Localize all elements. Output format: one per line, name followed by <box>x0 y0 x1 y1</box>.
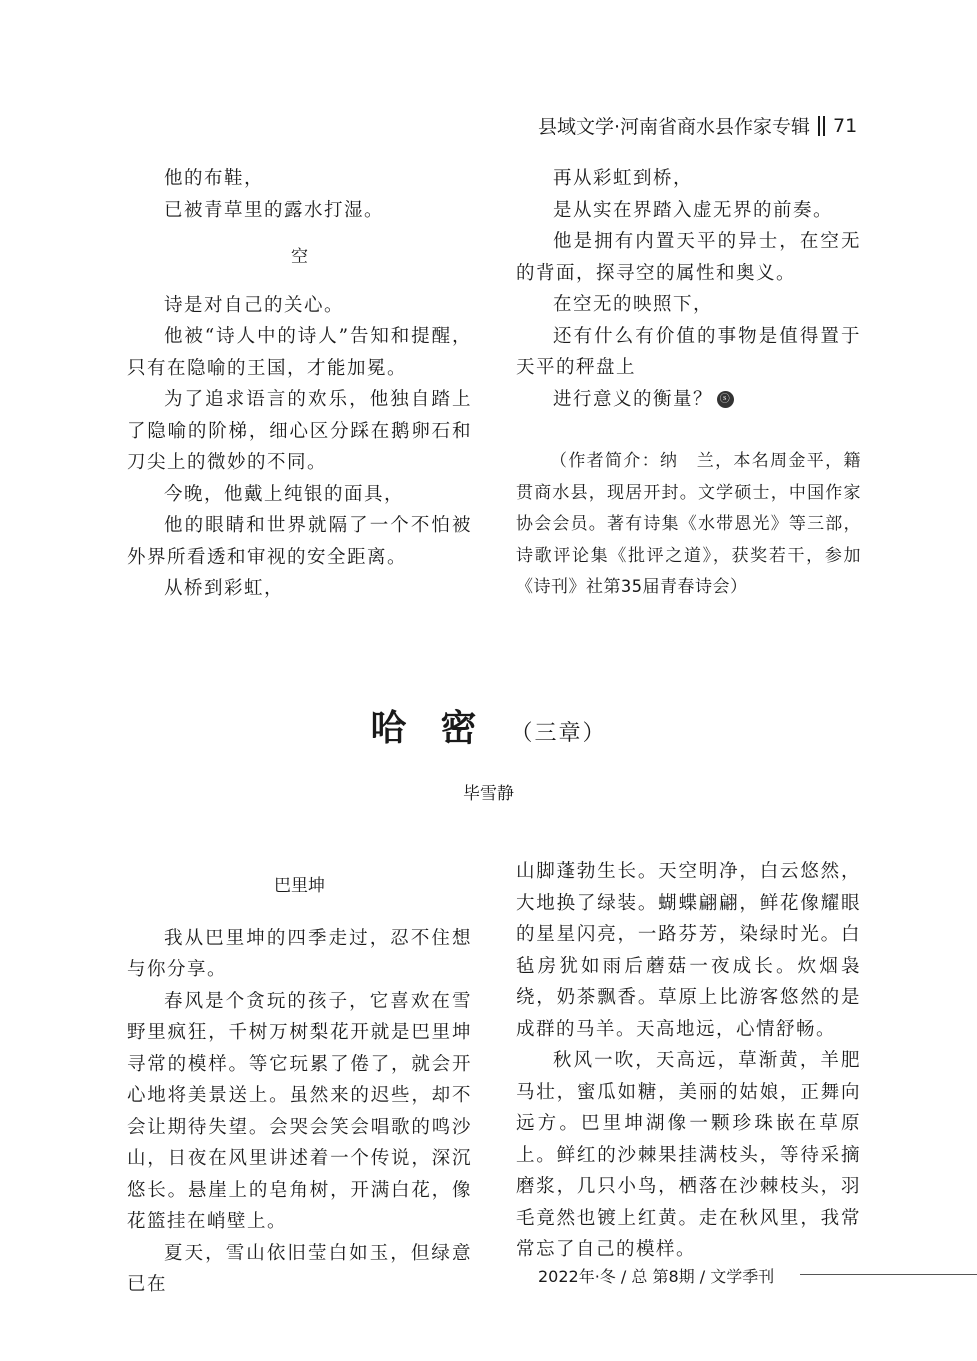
poem-paragraph: 他的眼睛和世界就隔了一个不怕被外界所看透和审视的安全距离。 <box>127 515 472 568</box>
article-paragraph: 秋风一吹，天高远，草渐黄，羊肥马壮，蜜瓜如糖，美丽的姑娘，正舞向远方。巴里坤湖像一颗珍珠嵌在草原上。鲜红的沙棘果挂满枝头，等待采摘磨浆，几只小鸟，栖落在沙棘枝头，羽毛竟然也镀上红黄。走在秋风里，我常常忘了自己的模样。 <box>516 1050 861 1260</box>
article-left-column <box>127 858 472 1301</box>
end-of-article-icon: ⓢ <box>717 391 734 408</box>
poem-line: 他的布鞋， <box>164 168 265 189</box>
article-paragraph: 夏天，雪山依旧莹白如玉，但绿意已在 <box>127 1242 472 1295</box>
article-subtitle: （三章） <box>510 721 607 746</box>
author-bio: （作者简介：纳 兰，本名周金平，籍贯商水县，现居开封。文学硕士，中国作家协会会员。著有诗集《水带恩光》等三部，诗歌评论集《批评之道》，获奖若干，参加《诗刊》社第35届青春诗会） <box>516 451 861 597</box>
section-title: 空 <box>291 247 308 267</box>
poem-paragraph: 为了追求语言的欢乐，他独自踏上了隐喻的阶梯，细心区分踩在鹅卵石和刀尖上的微妙的不同。 <box>127 389 472 473</box>
journal-title: 县域文学·河南省商水县作家专辑 <box>538 116 811 138</box>
poem-last-line: 进行意义的衡量？ <box>553 388 714 410</box>
poem-paragraph: 他被“诗人中的诗人”告知和提醒，只有在隐喻的王国，才能加冕。 <box>127 326 472 379</box>
poem-paragraph: 在空无的映照下， <box>553 294 714 315</box>
article-right-column <box>516 856 861 1266</box>
poem-paragraph: 今晚，他戴上纯银的面具， <box>164 483 405 505</box>
poem-paragraph: 再从彩虹到桥， <box>553 168 694 189</box>
poem-paragraph <box>516 384 861 416</box>
poem-paragraph: 从桥到彩虹， <box>164 578 285 599</box>
article-author: 毕雪静 <box>463 784 514 804</box>
article-title-block <box>0 700 977 751</box>
poem-left-column <box>127 163 472 605</box>
article-paragraph: 山脚蓬勃生长。天空明净，白云悠然，大地换了绿装。蝴蝶翩翩，鲜花像耀眼的星星闪亮，一路芬芳，染绿时光。白毡房犹如雨后蘑菇一夜成长。炊烟袅绕，奶茶飘香。草原上比游客悠然的是成群的马羊。天高地远，心情舒畅。 <box>516 861 861 1040</box>
header-divider <box>818 116 820 136</box>
poem-right-column <box>516 163 861 604</box>
footer-rule <box>800 1274 977 1275</box>
article-paragraph: 我从巴里坤的四季走过，忍不住想与你分享。 <box>127 927 472 980</box>
running-header <box>538 112 857 139</box>
running-footer: 2022年·冬 / 总 第8期 / 文学季刊 <box>538 1267 775 1286</box>
article-paragraph: 春风是个贪玩的孩子，它喜欢在雪野里疯狂，千树万树梨花开就是巴里坤寻常的模样。等它玩累了倦了，就会开心地将美景送上。虽然来的迟些，却不会让期待失望。会哭会笑会唱歌的鸣沙山，日夜在风里讲述着一个传说，深沉悠长。悬崖上的皂角树，开满白花，像花篮挂在峭壁上。 <box>127 990 472 1232</box>
poem-paragraph: 诗是对自己的关心。 <box>164 294 345 316</box>
section-title: 巴里坤 <box>274 876 325 896</box>
poem-paragraph: 还有什么有价值的事物是值得置于天平的秤盘上 <box>516 325 861 378</box>
poem-paragraph: 他是拥有内置天平的异士，在空无的背面，探寻空的属性和奥义。 <box>516 231 861 284</box>
poem-line: 已被青草里的露水打湿。 <box>164 199 385 221</box>
poem-paragraph: 是从实在界踏入虚无界的前奏。 <box>553 199 834 221</box>
page-number: 71 <box>833 114 858 137</box>
article-title: 哈密 <box>370 707 511 749</box>
header-divider <box>823 116 825 136</box>
